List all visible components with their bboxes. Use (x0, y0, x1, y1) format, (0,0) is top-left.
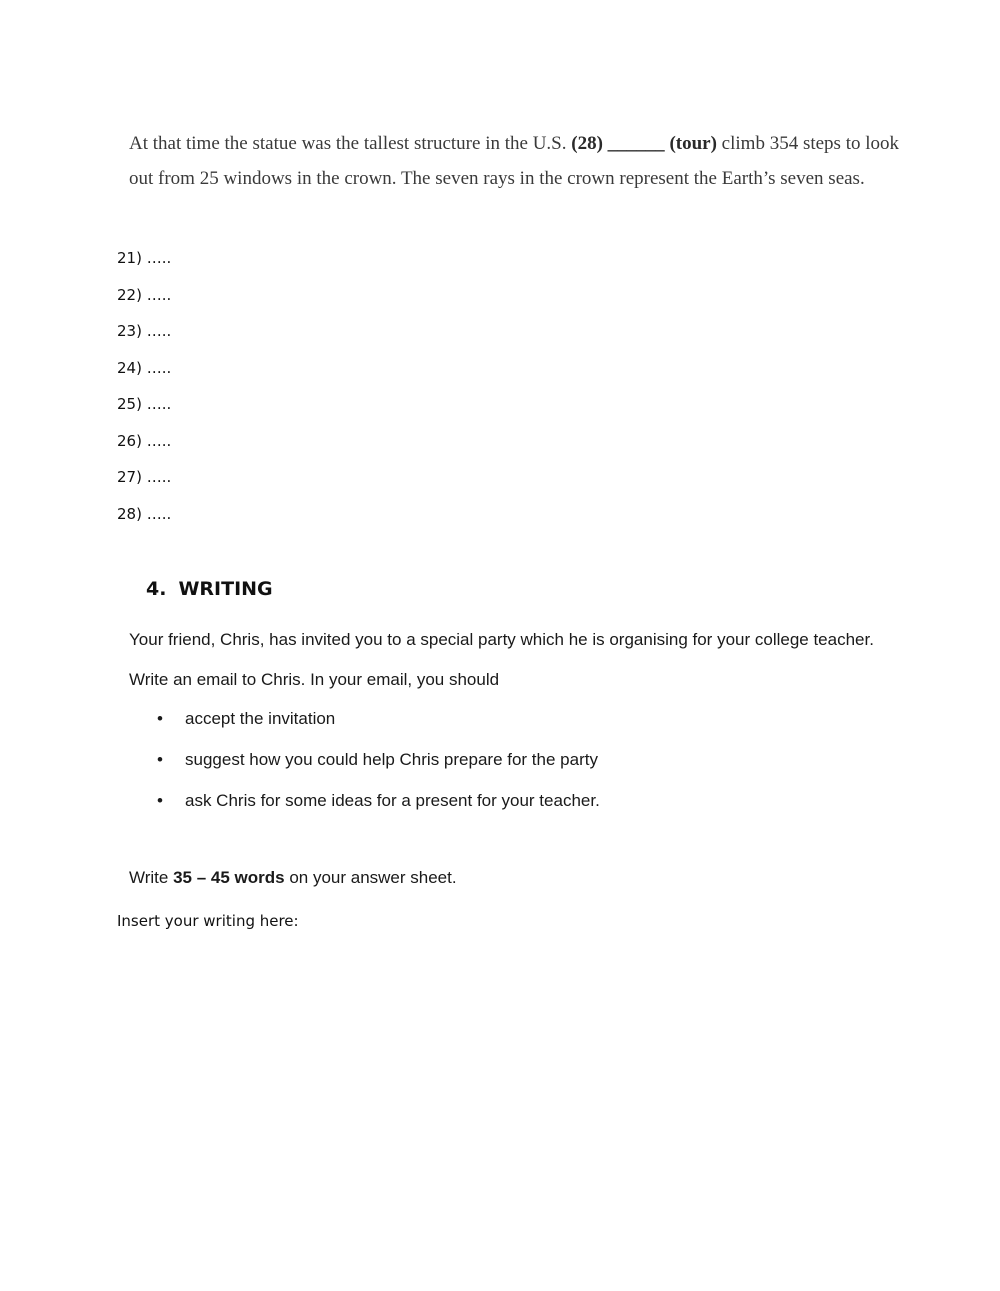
word-hint: (tour) (669, 133, 717, 154)
bullet-text: accept the invitation (185, 709, 336, 728)
writing-task (129, 626, 929, 829)
question-number: (28) (571, 133, 603, 154)
section-title: WRITING (178, 578, 273, 600)
word-count-suffix: on your answer sheet. (284, 868, 457, 887)
answer-item-24[interactable]: 24) ….. (117, 358, 172, 377)
answer-item-27[interactable]: 27) ….. (117, 468, 172, 486)
bullet-icon: • (157, 791, 163, 810)
task-bullet-item (129, 788, 929, 829)
section-heading (146, 578, 273, 600)
task-bullet-list (129, 706, 929, 829)
bullet-text: suggest how you could help Chris prepare for the party (185, 750, 598, 769)
answer-item-25[interactable]: 25) ….. (117, 395, 172, 413)
answer-item-21[interactable]: 21) ….. (117, 249, 172, 267)
reading-passage (129, 126, 899, 196)
answer-item-28[interactable]: 28) ….. (117, 504, 172, 523)
bullet-text: ask Chris for some ideas for a present for your teacher. (185, 791, 600, 810)
passage-text-end: climb 354 steps to look out from 25 windows in the crown. The seven rays in the crown represent the Earth’s seven seas. (129, 133, 900, 189)
answer-blank: ______ (607, 133, 665, 154)
answer-item-23[interactable]: 23) ….. (117, 322, 172, 340)
bullet-icon: • (157, 709, 163, 728)
answer-item-22[interactable]: 22) ….. (117, 285, 172, 304)
insert-writing-label: Insert your writing here: (117, 912, 299, 930)
passage-text-start: At that time the statue was the tallest structure in the U.S. (129, 133, 572, 154)
word-count-range: 35 – 45 words (173, 868, 285, 887)
task-bullet-item (129, 706, 929, 747)
word-count-prefix: Write (129, 868, 174, 887)
answer-item-26[interactable]: 26) ….. (117, 431, 172, 450)
answer-list (117, 246, 171, 538)
task-intro: Your friend, Chris, has invited you to a special party which he is organising for your college teacher. (129, 630, 874, 649)
task-instruction: Write an email to Chris. In your email, you should (129, 670, 500, 689)
word-count-instruction (129, 868, 457, 888)
bullet-icon: • (157, 750, 163, 769)
section-number: 4. (146, 578, 167, 600)
task-bullet-item (129, 747, 929, 788)
